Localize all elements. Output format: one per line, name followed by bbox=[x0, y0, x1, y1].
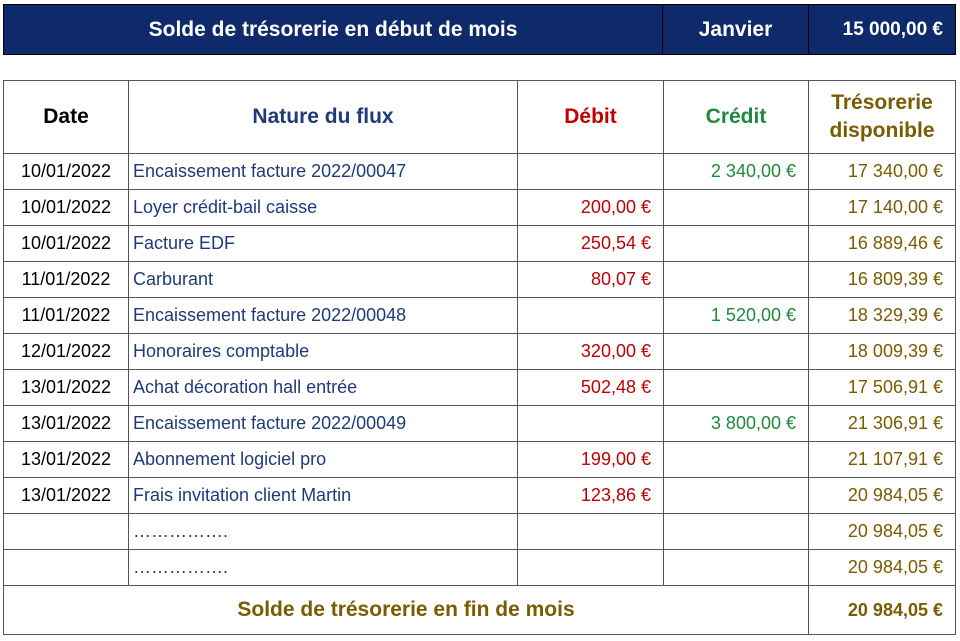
cell-treasury: 21 306,91 € bbox=[809, 406, 956, 442]
cell-nature: Honoraires comptable bbox=[129, 334, 518, 370]
closing-balance-row bbox=[4, 586, 956, 635]
cell-treasury: 17 506,91 € bbox=[809, 370, 956, 406]
cell-date: 10/01/2022 bbox=[4, 190, 129, 226]
cell-nature: Encaissement facture 2022/00048 bbox=[129, 298, 518, 334]
table-row bbox=[4, 442, 956, 478]
cell-credit: 2 340,00 € bbox=[664, 154, 809, 190]
table-header-row bbox=[4, 81, 956, 154]
cell-debit bbox=[518, 514, 664, 550]
cell-nature: Abonnement logiciel pro bbox=[129, 442, 518, 478]
cell-treasury: 20 984,05 € bbox=[809, 550, 956, 586]
column-header-debit: Débit bbox=[518, 81, 664, 154]
cell-nature: Achat décoration hall entrée bbox=[129, 370, 518, 406]
cell-treasury: 21 107,91 € bbox=[809, 442, 956, 478]
table-row bbox=[4, 154, 956, 190]
table-row bbox=[4, 550, 956, 586]
cell-nature: Encaissement facture 2022/00049 bbox=[129, 406, 518, 442]
cell-treasury: 16 889,46 € bbox=[809, 226, 956, 262]
cell-credit: 1 520,00 € bbox=[664, 298, 809, 334]
cell-debit: 502,48 € bbox=[518, 370, 664, 406]
table-row bbox=[4, 226, 956, 262]
cell-date: 10/01/2022 bbox=[4, 226, 129, 262]
table-row bbox=[4, 334, 956, 370]
column-header-credit: Crédit bbox=[664, 81, 809, 154]
cell-date: 13/01/2022 bbox=[4, 442, 129, 478]
cell-debit: 250,54 € bbox=[518, 226, 664, 262]
cell-credit bbox=[664, 370, 809, 406]
cell-treasury: 18 329,39 € bbox=[809, 298, 956, 334]
cell-treasury: 17 140,00 € bbox=[809, 190, 956, 226]
cell-debit: 199,00 € bbox=[518, 442, 664, 478]
cell-date bbox=[4, 514, 129, 550]
table-row bbox=[4, 298, 956, 334]
cell-debit bbox=[518, 550, 664, 586]
cell-date: 10/01/2022 bbox=[4, 154, 129, 190]
cell-credit bbox=[664, 550, 809, 586]
cell-credit bbox=[664, 334, 809, 370]
cell-debit: 80,07 € bbox=[518, 262, 664, 298]
cell-debit bbox=[518, 298, 664, 334]
cell-date: 11/01/2022 bbox=[4, 298, 129, 334]
closing-balance-amount: 20 984,05 € bbox=[809, 586, 956, 635]
opening-balance-amount: 15 000,00 € bbox=[809, 5, 956, 55]
cell-credit bbox=[664, 226, 809, 262]
column-header-treasury: Trésorerie disponible bbox=[809, 81, 956, 154]
cell-date: 12/01/2022 bbox=[4, 334, 129, 370]
opening-balance-header bbox=[3, 4, 956, 55]
column-header-date: Date bbox=[4, 81, 129, 154]
cell-credit bbox=[664, 190, 809, 226]
cell-treasury: 20 984,05 € bbox=[809, 478, 956, 514]
cell-nature: Loyer crédit-bail caisse bbox=[129, 190, 518, 226]
table-row bbox=[4, 190, 956, 226]
cell-debit: 200,00 € bbox=[518, 190, 664, 226]
cell-debit bbox=[518, 154, 664, 190]
cell-treasury: 17 340,00 € bbox=[809, 154, 956, 190]
cell-debit: 320,00 € bbox=[518, 334, 664, 370]
column-header-nature: Nature du flux bbox=[129, 81, 518, 154]
cell-date: 13/01/2022 bbox=[4, 370, 129, 406]
cell-credit bbox=[664, 478, 809, 514]
cell-nature: Frais invitation client Martin bbox=[129, 478, 518, 514]
table-row bbox=[4, 478, 956, 514]
cell-debit bbox=[518, 406, 664, 442]
cell-date: 13/01/2022 bbox=[4, 478, 129, 514]
cell-date bbox=[4, 550, 129, 586]
closing-balance-label: Solde de trésorerie en fin de mois bbox=[4, 586, 809, 635]
cell-nature: Facture EDF bbox=[129, 226, 518, 262]
table-row bbox=[4, 370, 956, 406]
cell-nature: ……………. bbox=[129, 514, 518, 550]
table-row bbox=[4, 406, 956, 442]
cash-flow-table bbox=[3, 80, 956, 635]
month-label: Janvier bbox=[663, 5, 809, 55]
cell-credit: 3 800,00 € bbox=[664, 406, 809, 442]
cell-treasury: 20 984,05 € bbox=[809, 514, 956, 550]
cell-date: 13/01/2022 bbox=[4, 406, 129, 442]
cell-treasury: 16 809,39 € bbox=[809, 262, 956, 298]
cell-nature: ……………. bbox=[129, 550, 518, 586]
opening-balance-title: Solde de trésorerie en début de mois bbox=[4, 5, 663, 55]
cell-credit bbox=[664, 262, 809, 298]
cell-credit bbox=[664, 442, 809, 478]
cell-credit bbox=[664, 514, 809, 550]
table-row bbox=[4, 514, 956, 550]
cell-date: 11/01/2022 bbox=[4, 262, 129, 298]
cell-nature: Carburant bbox=[129, 262, 518, 298]
cell-debit: 123,86 € bbox=[518, 478, 664, 514]
cell-treasury: 18 009,39 € bbox=[809, 334, 956, 370]
cell-nature: Encaissement facture 2022/00047 bbox=[129, 154, 518, 190]
table-row bbox=[4, 262, 956, 298]
